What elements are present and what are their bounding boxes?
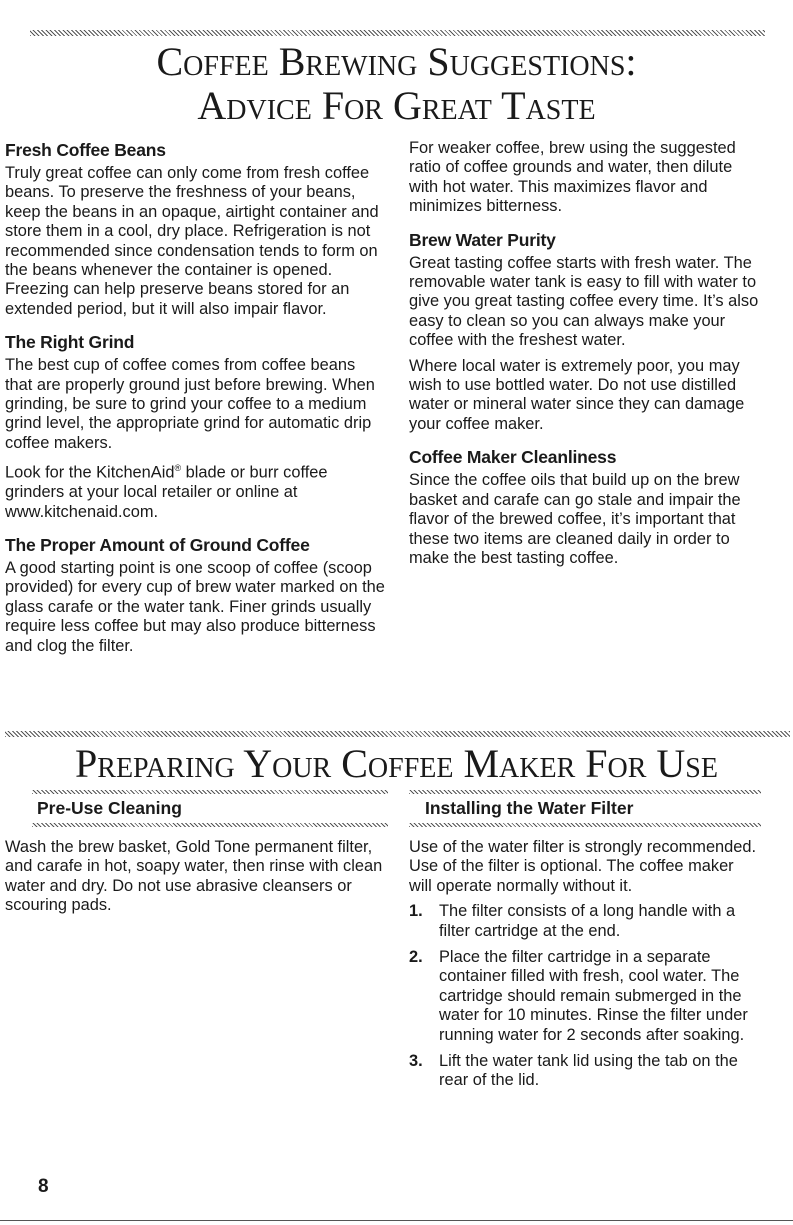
filter-steps-list — [409, 902, 759, 1091]
heading-right-grind: The Right Grind — [5, 332, 135, 353]
heading-pre-use-cleaning: Pre-Use Cleaning — [37, 798, 182, 818]
brewing-left-column — [5, 139, 387, 662]
list-item — [409, 948, 759, 1045]
fresh-beans-text: Truly great coffee can only come from fresh coffee beans. To preserve the freshness of your beans, keep the beans in an opaque, airtight container and store them in a cool, dry place. Refrigeration is not recommended since condensation tends to form on the beans whenever the container is opened. Freezing can help preserve beans stored for an extended period, but it will also impair flavor. — [5, 164, 379, 318]
right-subhead-top-rule — [409, 790, 761, 794]
heading-water-filter: Installing the Water Filter — [425, 798, 634, 818]
heading-fresh-beans: Fresh Coffee Beans — [5, 140, 166, 160]
pre-use-text: Wash the brew basket, Gold Tone permanent filter, and carafe in hot, soapy water, then rinse with clean water and dry. Do not use abrasive cleansers or scouring pads. — [5, 838, 383, 915]
brewing-right-column — [409, 139, 759, 574]
page-number: 8 — [38, 1176, 49, 1197]
section-title-preparing: Preparing Your Coffee Maker For Use — [75, 741, 718, 786]
grinder-recommendation-text: Look for the KitchenAid® blade or burr coffee grinders at your local retailer or online at www.kitchenaid.com. — [5, 463, 328, 521]
water-filter-column — [409, 838, 759, 1098]
list-item — [409, 1052, 759, 1091]
step-text: Place the filter cartridge in a separate container filled with fresh, cool water. The cartridge should remain submerged in the water for 10 minutes. Rinse the filter under running water for 2 seconds after soaking. — [439, 948, 748, 1044]
step-number: 1. — [409, 902, 423, 921]
pre-use-column — [5, 838, 387, 922]
title-line-1: Coffee Brewing Suggestions: — [156, 39, 637, 84]
weaker-coffee-text: For weaker coffee, brew using the suggested ratio of coffee grounds and water, then dilute with hot water. This maximizes flavor and minimizes bitterness. — [409, 139, 736, 216]
water-filter-intro: Use of the water filter is strongly recommended. Use of the filter is optional. The coffee maker will operate normally without it. — [409, 838, 757, 895]
heading-cleanliness: Coffee Maker Cleanliness — [409, 447, 617, 468]
mid-hatched-rule — [5, 731, 790, 737]
heading-water-purity: Brew Water Purity — [409, 229, 556, 250]
list-item — [409, 902, 759, 941]
step-text: Lift the water tank lid using the tab on the rear of the lid. — [439, 1052, 738, 1090]
water-purity-text: Great tasting coffee starts with fresh water. The removable water tank is easy to fill with water to give you great tasting coffee every time. It’s also easy to clean so you can always make your coffee with the freshest water. — [409, 253, 759, 350]
step-text: The filter consists of a long handle with a filter cartridge at the end. — [439, 902, 736, 940]
title-line-2: Advice For Great Taste — [197, 83, 596, 128]
proper-amount-text: A good starting point is one scoop of coffee (scoop provided) for every cup of brew water marked on the glass carafe or the water tank. Finer grinds usually require less coffee but may also produce bitterness and clog the filter. — [5, 558, 385, 655]
cleanliness-text: Since the coffee oils that build up on the brew basket and carafe can go stale and impair the flavor of the brewed coffee, it’s important that these two items are cleaned daily in order to make the best tasting coffee. — [409, 471, 741, 567]
step-number: 3. — [409, 1052, 423, 1071]
registered-mark: ® — [174, 463, 182, 474]
water-purity-text-2: Where local water is extremely poor, you may wish to use bottled water. Do not use distilled water or mineral water since they can damage your coffee maker. — [409, 356, 745, 433]
heading-proper-amount: The Proper Amount of Ground Coffee — [5, 534, 310, 555]
top-hatched-rule — [30, 30, 765, 36]
right-grind-text: The best cup of coffee comes from coffee beans that are properly ground just before brewing. When grinding, be sure to grind your coffee to a medium grind level, the appropriate grind for automatic drip coffee makers. — [5, 356, 375, 452]
left-subhead-top-rule — [32, 790, 388, 794]
section-title-brewing — [0, 40, 793, 128]
right-subhead-bottom-rule — [409, 823, 761, 827]
left-subhead-bottom-rule — [32, 823, 388, 827]
bottom-border — [0, 1220, 793, 1221]
step-number: 2. — [409, 948, 423, 967]
